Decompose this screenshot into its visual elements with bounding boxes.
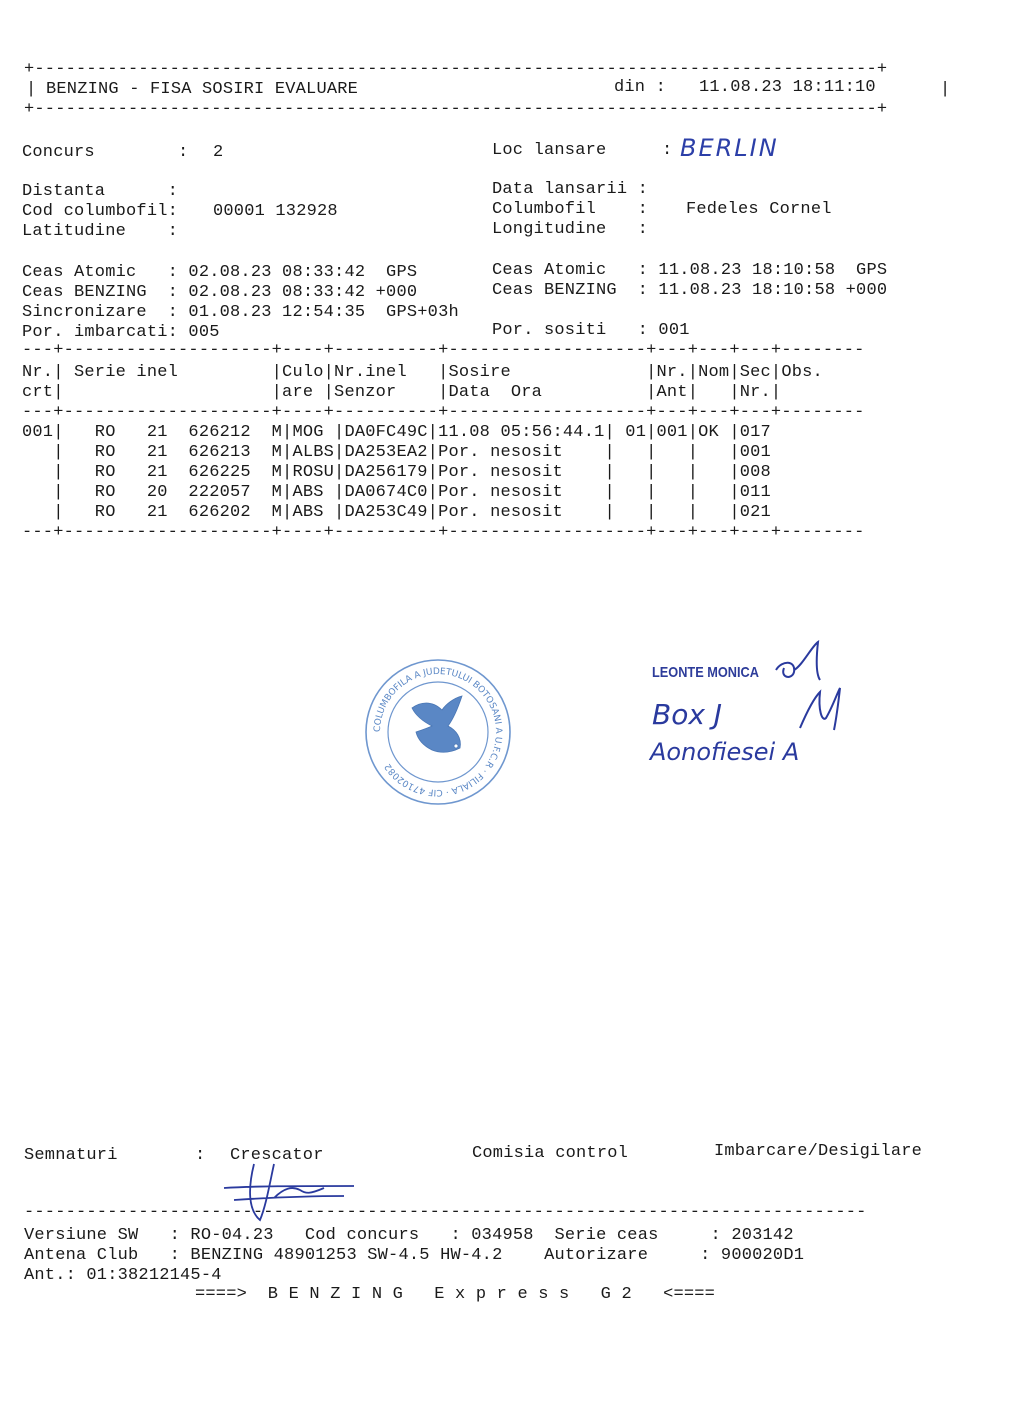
stamp-ring-text: COLUMBOFILA A JUDETULUI BOTOSANI A U.F.C.R · FILIALA · CIF 47102082 — [372, 666, 504, 798]
ceas-benzing-end: Ceas BENZING : 11.08.23 18:10:58 +000 — [492, 281, 888, 300]
header-border-top: +---------------------------------------------------------------------------------+ — [24, 60, 888, 79]
date-value: 11.08.23 18:11:10 — [699, 78, 876, 97]
longitudine-label: Longitudine : — [492, 220, 649, 239]
loc-lansare-sep: : — [662, 141, 673, 160]
header-left-bar: | — [26, 80, 37, 99]
versiune-line: Versiune SW : RO-04.23 Cod concurs : 034958 Serie ceas : 203142 — [24, 1226, 794, 1245]
loc-lansare-handwritten: BERLIN — [680, 134, 779, 162]
cod-columbofil-label: Cod columbofil: — [22, 202, 179, 221]
ceas-benzing-start: Ceas BENZING : 02.08.23 08:33:42 +000 — [22, 283, 418, 302]
ant-line: Ant.: 01:38212145-4 — [24, 1266, 222, 1285]
antena-line: Antena Club : BENZING 48901253 SW-4.5 HW-4.2 Autorizare : 900020D1 — [24, 1246, 805, 1265]
footer-dashes: --------------------------------------------------------------------------------- — [24, 1203, 867, 1222]
latitudine-label: Latitudine : — [22, 222, 179, 241]
handwritten-line-2: Aonofiesei A — [650, 738, 800, 766]
comisia-control-label: Comisia control — [472, 1144, 629, 1163]
table-row: | RO 21 626213 M|ALBS|DA253EA2|Por. nesosit | | | |001 — [22, 443, 771, 462]
ceas-atomic-start: Ceas Atomic : 02.08.23 08:33:42 GPS — [22, 263, 418, 282]
handwritten-line-1: Box J — [652, 698, 723, 731]
header-right-bar: | — [940, 80, 951, 99]
header-border-bottom: +---------------------------------------------------------------------------------+ — [24, 100, 888, 119]
signature-mark-icon — [796, 684, 846, 734]
crescator-label: Crescator — [230, 1146, 324, 1165]
semnaturi-label: Semnaturi — [24, 1146, 118, 1165]
concurs-value: 2 — [213, 143, 224, 162]
table-header-line2: crt| |are |Senzor |Data Ora |Ant| |Nr.| — [22, 383, 782, 402]
date-label: din : — [614, 78, 667, 97]
printed-name-stamp: LEONTE MONICA — [652, 664, 759, 681]
cod-columbofil-value: 00001 132928 — [213, 202, 338, 221]
club-stamp — [362, 656, 514, 808]
table-sep-mid: ---+--------------------+----+----------+-------------------+---+---+---+-------- — [22, 403, 865, 422]
sincronizare: Sincronizare : 01.08.23 12:54:35 GPS+03h — [22, 303, 459, 322]
columbofil-label: Columbofil : — [492, 200, 649, 219]
page-title: BENZING - FISA SOSIRI EVALUARE — [46, 80, 359, 99]
semnaturi-sep: : — [195, 1146, 206, 1165]
columbofil-value: Fedeles Cornel — [686, 200, 832, 219]
stamp-icon — [362, 656, 514, 808]
table-header-line1: Nr.| Serie inel |Culo|Nr.inel |Sosire |Nr.|Nom|Sec|Obs. — [22, 363, 823, 382]
porumbei-sositi: Por. sositi : 001 — [492, 321, 690, 340]
table-row: 001| RO 21 626212 M|MOG |DA0FC49C|11.08 05:56:44.1| 01|001|OK |017 — [22, 423, 771, 442]
ceas-atomic-end: Ceas Atomic : 11.08.23 18:10:58 GPS — [492, 261, 888, 280]
table-row: | RO 21 626225 M|ROSU|DA256179|Por. nesosit | | | |008 — [22, 463, 771, 482]
benzing-express-banner: ====> B E N Z I N G E x p r e s s G 2 <==== — [195, 1285, 716, 1304]
imbarcare-label: Imbarcare/Desigilare — [714, 1142, 923, 1161]
table-row: | RO 20 222057 M|ABS |DA0674C0|Por. nesosit | | | |011 — [22, 483, 771, 502]
loc-lansare-label: Loc lansare — [492, 141, 607, 160]
distanta-label: Distanta : — [22, 182, 179, 201]
table-sep-bottom: ---+--------------------+----+----------+-------------------+---+---+---+-------- — [22, 523, 865, 542]
concurs-label: Concurs : — [22, 143, 189, 162]
table-row: | RO 21 626202 M|ABS |DA253C49|Por. nesosit | | | |021 — [22, 503, 771, 522]
table-sep-top: ---+--------------------+----+----------+-------------------+---+---+---+-------- — [22, 341, 865, 360]
porumbei-imbarcati: Por. imbarcati: 005 — [22, 323, 220, 342]
data-lansarii-label: Data lansarii : — [492, 180, 649, 199]
signature-scribble-icon — [772, 640, 842, 690]
